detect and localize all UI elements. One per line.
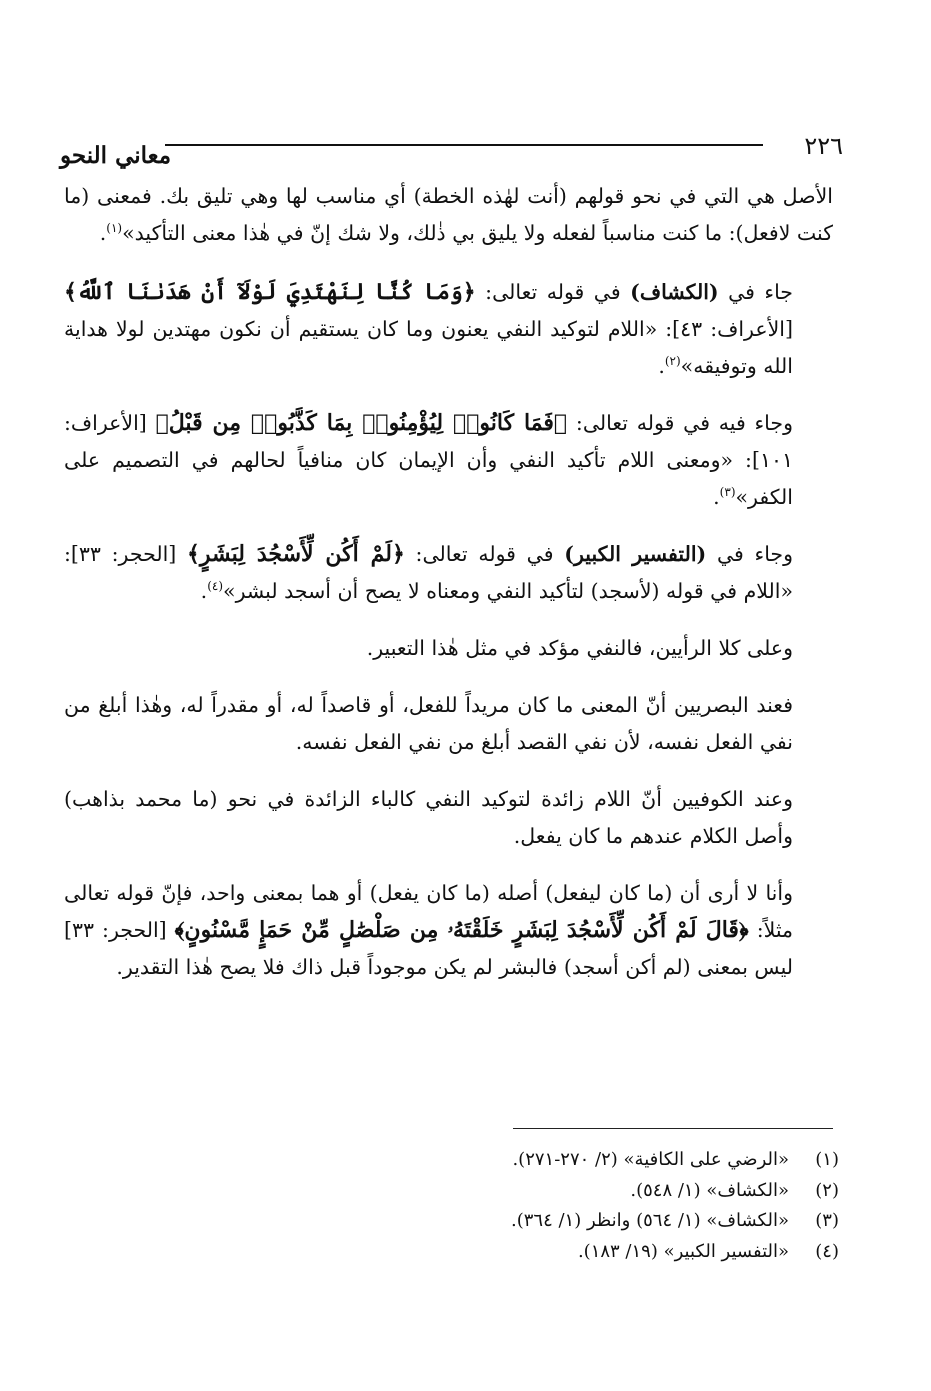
paragraph-text: [الحجر: ٣٣]: «اللام في قوله (لأسجد) لتأكيد النفي ومعناه لا يصح أن أسجد لبشر» [64, 542, 793, 603]
footnote-ref: (٣) [719, 485, 736, 500]
footnote-separator [513, 1128, 833, 1129]
footnote-number: (٤) [815, 1240, 839, 1262]
footnote-text: «الكشاف» (١/ ٥٦٤) وانظر (١/ ٣٦٤). [510, 1210, 789, 1231]
footnotes [90, 1145, 839, 1267]
paragraph-text: الأصل هي التي في نحو قولهم (أنت لهٰذه الخطة) أي مناسب لها وهي تليق بك. فمعنى (ما كنت لافعل): ما كنت مناسباً لفعله ولا يليق بي ذٰلك، ولا شك إنّ في هٰذا معنى التأكيد» [64, 184, 833, 245]
footnote-item [90, 1237, 839, 1268]
paragraph-text: [الأعراف: ١٠١]: «ومعنى اللام تأكيد النفي وأن الإيمان كان منافياً لحالهم في التصميم على الكفر» [64, 411, 793, 509]
paragraph-text: وجاء فيه في قوله تعالى: [567, 411, 793, 435]
paragraph-author-view [64, 875, 833, 986]
quran-verse: ﴿قَالَ لَمْ أَكُن لِّأَسْجُدَ لِبَشَرٍ خَلَقْتَهُۥ مِن صَلْصَٰلٍ مِّنْ حَمَإٍ مَّسْنُونٍ﴾ [174, 917, 749, 943]
paragraph-text: وجاء في [706, 542, 794, 566]
page-body [64, 178, 833, 1006]
quran-verse: ﴿وَمَا كُنَّا لِنَهْتَدِيَ لَوْلَآ أَنْ هَدَىٰنَا ٱللَّهُ﴾ [64, 279, 476, 305]
footnote-text: «التفسير الكبير» (١٩/ ١٨٣). [577, 1240, 789, 1262]
paragraph-basrans [64, 687, 833, 761]
quran-verse: ﴿لَمْ أَكُن لِّأَسْجُدَ لِبَشَرٍ﴾ [186, 541, 405, 567]
paragraph-text: [الحجر: ٣٣] ليس بمعنى (لم أكن أسجد) فالبشر لم يكن موجوداً قبل ذاك فلا يصح هٰذا التقدير. [64, 918, 793, 979]
paragraph-continuation: الأصل هي التي في نحو قولهم (أنت لهٰذه الخطة) أي مناسب لها وهي تليق بك. فمعنى (ما كنت لافعل): ما كنت مناسباً لفعله ولا يليق بي ذٰلك، ولا شك إنّ في هٰذا معنى التأكيد»$^{(١)}$. [64, 184, 833, 245]
footnote-text: «الرضي على الكافية» (٢/ ٢٧٠-٢٧١). [512, 1149, 789, 1170]
paragraph-text: وعلى كلا الرأيين، فالنفي مؤكد في مثل هٰذا التعبير. [366, 636, 793, 660]
page-number: ٢٢٦ [804, 132, 843, 160]
paragraph-kufans [64, 781, 833, 855]
footnote-number: (١) [815, 1149, 839, 1170]
paragraph-text: [الأعراف: ٤٣]: «اللام لتوكيد النفي يعنون وما كان يستقيم أن نكون مهتدين لولا هداية الله وتوفيقه» [64, 317, 793, 378]
footnote-text: «الكشاف» (١/ ٥٤٨). [630, 1179, 789, 1201]
paragraph-text: وعند الكوفيين أنّ اللام زائدة لتوكيد النفي كالباء الزائدة في نحو (ما محمد بذاهب) وأصل الكلام عندهم ما كان يفعل. [64, 787, 793, 848]
paragraph-text: في قوله تعالى: [404, 542, 565, 566]
paragraph-kashshaf-1: جاء في (الكشاف) في قوله تعالى: ﴿وَمَا كُنَّا لِنَهْتَدِيَ لَوْلَآ أَنْ هَدَىٰنَا ٱللَّهُ﴾ [الأعراف: ٤٣]: «اللام لتوكيد النفي يعنون وما كان يستقيم أن نكون مهتدين لولا هداية الله وتوفيقه»$^{(٢)}$. [64, 279, 793, 378]
page-header [60, 130, 843, 170]
footnote-item [90, 1176, 839, 1207]
footnote-ref: (٢) [664, 354, 681, 369]
footnote-number: (٢) [815, 1179, 839, 1201]
paragraph-text: فعند البصريين أنّ المعنى ما كان مريداً للفعل، أو قاصداً له، أو مقدراً له، وهٰذا أبلغ من نفي الفعل نفسه، لأن نفي القصد أبلغ من نفي الفعل نفسه. [64, 693, 793, 754]
footnote-item [90, 1206, 839, 1237]
footnote-ref: (٤) [207, 579, 224, 594]
footnote-ref: (١) [106, 221, 123, 236]
paragraph-text: جاء في [718, 280, 793, 304]
source-title: (الكشاف) [630, 280, 719, 304]
footnote-number: (٣) [815, 1210, 839, 1231]
paragraph-tafsir-kabir: وجاء في (التفسير الكبير) في قوله تعالى: ﴿لَمْ أَكُن لِّأَسْجُدَ لِبَشَرٍ﴾ [الحجر: ٣٣]: «اللام في قوله (لأسجد) لتأكيد النفي ومعناه لا يصح أن أسجد لبشر»$^{(٤)}$. [64, 541, 794, 603]
footnote-item [90, 1145, 839, 1176]
paragraph-text: وأنا لا أرى أن (ما كان ليفعل) أصله (ما كان يفعل) أو هما بمعنى واحد، فإنّ قوله تعالى مثلاً: [64, 881, 793, 942]
book-title: معاني النحو [60, 142, 172, 169]
source-title: (التفسير الكبير) [564, 542, 707, 566]
paragraph-both-views [64, 630, 833, 667]
paragraph-text: في قوله تعالى: [475, 280, 631, 304]
header-rule [165, 144, 763, 146]
quran-verse: ﴿فَمَا كَانُوا۟ لِيُؤْمِنُوا۟ بِمَا كَذَّبُوا۟ مِن قَبْلُ﴾ [155, 410, 568, 436]
paragraph-kashshaf-2: وجاء فيه في قوله تعالى: ﴿فَمَا كَانُوا۟ لِيُؤْمِنُوا۟ بِمَا كَذَّبُوا۟ مِن قَبْلُ﴾ [الأعراف: ١٠١]: «ومعنى اللام تأكيد النفي وأن الإيمان كان منافياً لحالهم في التصميم على الكفر»$^{(٣)}$. [64, 410, 793, 509]
